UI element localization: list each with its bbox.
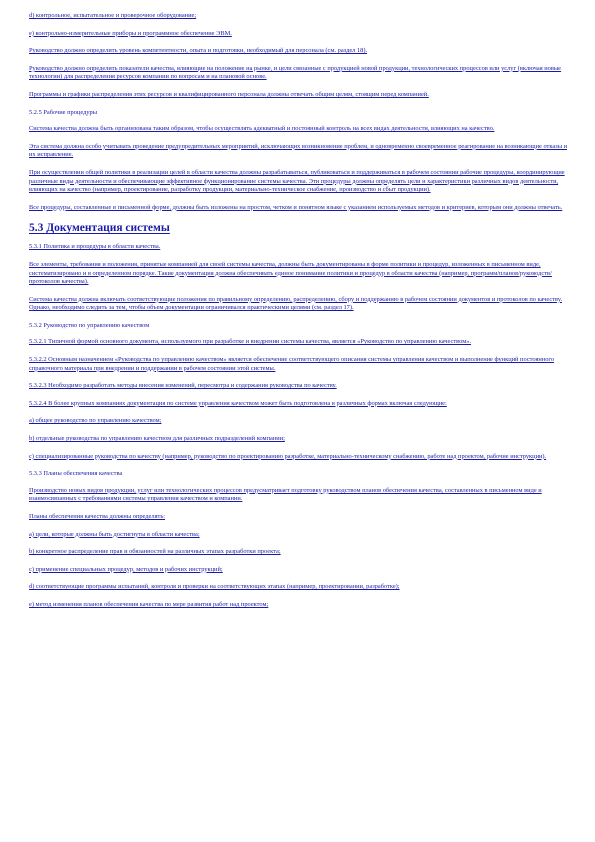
paragraph: Система качества должна быть организована таким образом, чтобы осуществлять адекватный и постоянный контроль на всех видах деятельности, влияющих на качество. [29,125,495,133]
subsection-heading: 5.3.2 Руководство по управлению качеством [29,321,150,329]
paragraph: Производство новых видов продукции, услуг или технологических процессов предусматривает подготовку руководством планов обеспечения качества, составленных в письменном виде и взаимосвязанных с требованиями системы управления качеством и компании. [29,486,542,503]
subsection-heading: 5.2.5 Рабочие процедуры [29,108,98,116]
paragraph: 5.3.1 Политика и процедуры в области качества. [29,243,161,251]
paragraph: 5.3.2.4 В более крупных компаниях документация по системе управления качеством может быть подготовлена в различных формах включая следующие: [29,399,447,407]
list-item-d: d) контрольное, испытательное и проверочное оборудование; [29,12,197,19]
paragraph: Все процедуры, составленные в письменной форме, должны быть изложены на простом, четком и понятном языке с указанием используемых методов и критериев, которым они должны отвечать. [29,203,563,211]
list-item-e: е) метод изменения планов обеспечения качества по мере развития работ над проектом; [29,600,269,608]
section-heading: 5.3 Документация системы [29,222,170,235]
subsection-heading: 5.3.3 Планы обеспечения качества [29,470,123,478]
paragraph: 5.3.2.2 Основным назначением «Руководства по управлению качеством» является обеспечение соответствующего описания системы управления качеством и выполнение функций постоянного справочного материала при внедрении и поддержании в рабочем состоянии этой системы. [29,356,555,372]
paragraph: 5.3.2.3 Необходимо разработать методы внесения изменений, пересмотра и содержания руководства по качеству. [29,382,337,390]
list-item-c: с) специализированные руководства по качеству (например, руководство по проектированию разработке, материально-техническому снабжению, работе над проектом, рабочие инструкции). [29,452,547,460]
paragraph: Система качества должна включать соответствующие положения по правильному определению, распределению, сбору и поддержанию в рабочем состоянии документов и протоколов по качеству. Однако, необходимо следить за тем, чтобы объем документации ограничивался практическими целями (см. раздел 17). [29,295,562,312]
list-item-b: b) конкретное распределение прав и обязанностей на различных этапах разработки проекта; [29,548,281,556]
document-page [29,12,569,619]
list-item-d: d) соответствующие программы испытаний, контроля и проверки на соответствующих этапах (например, проектировании, разработке); [29,583,400,591]
paragraph: При осуществлении общей политики в реализации целей в области качества должны разрабатываться, публиковаться и поддерживаться в рабочем состоянии рабочие процедуры, координирующие различные виды деятельности и обеспечивающие эффективное функционирование системы качества. Эти процедуры должны определять цели и характеристики различных видов деятельности, влияющих на качество (например, проектирование, разработку продукции, материально-техническое снабжение, производство и сбыт продукции). [29,168,565,194]
paragraph: Эта система должна особо учитывать проведение предупредительных мероприятий, исключающих возникновение проблем, и одновременно своевременное реагирование на возникающие отказы и их исправление. [29,142,568,159]
list-item-a: а) общее руководство по управлению качеством; [29,417,162,425]
paragraph: Программы и графики распределения этих ресурсов и квалифицированного персонала должны отвечать общим целям, стоящим перед компанией. [29,90,429,98]
paragraph: Руководство должно определить показатели качества, влияющие на положение на рынке, и цели связанные с продукцией новой продукции, технологических процессов или услуг (включая новые технологии) для распределения ресурсов компании по вопросам и на плановой основе. [29,64,562,81]
paragraph: Планы обеспечения качества должны определять: [29,513,166,520]
list-item-c: с) применение специальных процедур, методов и рабочих инструкций; [29,565,223,573]
paragraph: Все элементы, требования и положения, принятые компанией для своей системы качества, должны быть документированы в форме политики и процедур, изложенных в письменном виде, систематизировано и в определенном порядке. Такие документация должна обеспечивать единое понимание политики и процедур в области качества (например, программ/планов/руководств/протоколов качества). [29,260,552,286]
paragraph: 5.3.2.1 Типичной формой основного документа, используемого при разработке и внедрении системы качества, является «Руководство по управлению качеством». [29,338,472,346]
list-item-e: е) контрольно-измерительные приборы и программное обеспечение ЭВМ. [29,29,232,37]
list-item-a: а) цели, которые должны быть достигнуты в области качества; [29,530,200,538]
list-item-b: b) отдельные руководства по управлению качеством для различных подразделений компании; [29,435,285,443]
paragraph: Руководство должно определить уровень компетентности, опыта и подготовки, необходимый для персонала (см. раздел 18). [29,47,368,55]
